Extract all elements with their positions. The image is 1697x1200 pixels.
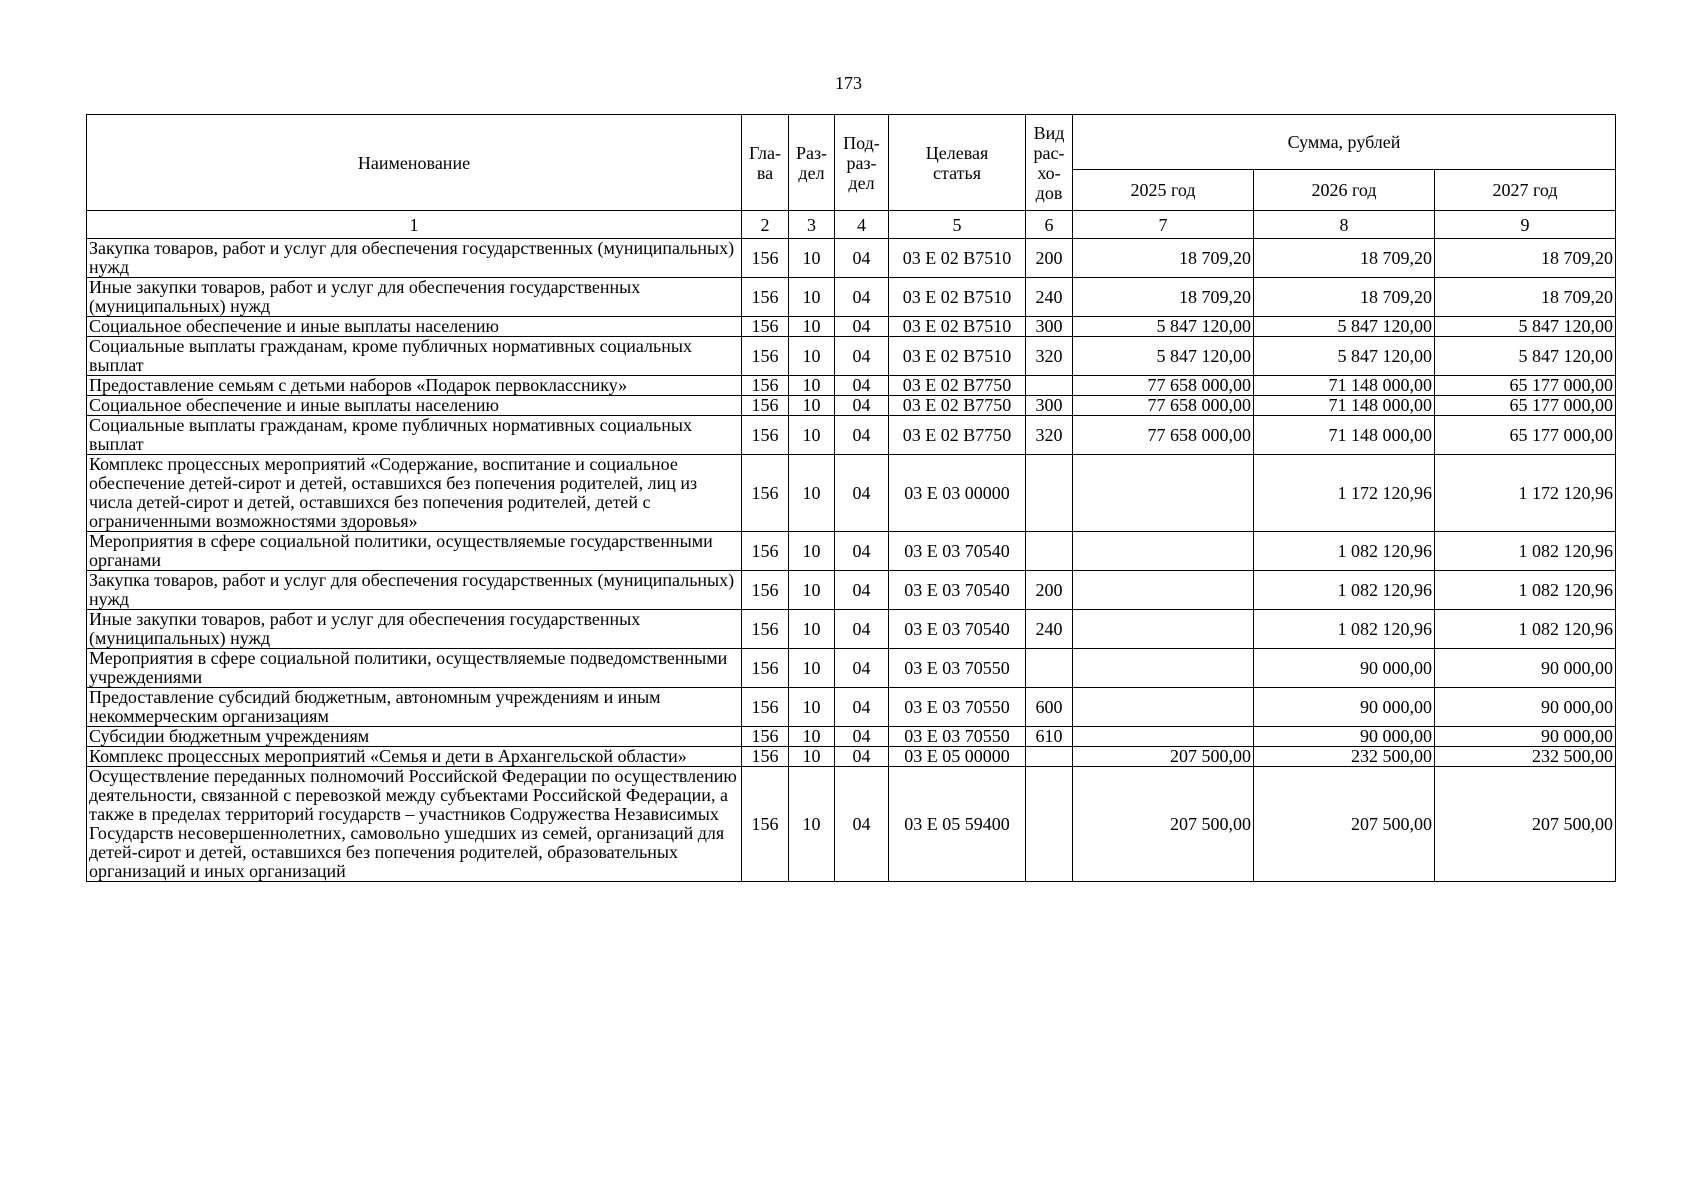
- col-number: 6: [1026, 211, 1073, 239]
- row-glava: 156: [742, 649, 789, 688]
- row-glava: 156: [742, 767, 789, 882]
- row-name: Закупка товаров, работ и услуг для обеспечения государственных (муниципальных) нужд: [87, 571, 742, 610]
- row-amount-2025: [1073, 727, 1254, 747]
- row-glava: 156: [742, 747, 789, 767]
- row-vid: 240: [1026, 278, 1073, 317]
- row-glava: 156: [742, 688, 789, 727]
- col-number: 3: [789, 211, 835, 239]
- row-target: 03 Е 02 В7750: [889, 396, 1026, 416]
- header-podrazdel: Под- раз- дел: [835, 115, 889, 211]
- row-target: 03 Е 03 70540: [889, 571, 1026, 610]
- row-amount-2025: [1073, 610, 1254, 649]
- table-row: [87, 278, 1616, 317]
- col-number: 5: [889, 211, 1026, 239]
- row-amount-2026: 18 709,20: [1254, 239, 1435, 278]
- row-vid: [1026, 532, 1073, 571]
- row-amount-2026: 1 082 120,96: [1254, 610, 1435, 649]
- row-glava: 156: [742, 396, 789, 416]
- row-name: Комплекс процессных мероприятий «Содержание, воспитание и социальное обеспечение детей-сирот и детей, оставшихся без попечения родителей, лиц из числа детей-сирот и детей, оставшихся без попечения родителей, детей с ограниченными возможностями здоровья»: [87, 455, 742, 532]
- table-row: [87, 416, 1616, 455]
- row-amount-2026: 5 847 120,00: [1254, 317, 1435, 337]
- col-number: 4: [835, 211, 889, 239]
- row-vid: [1026, 767, 1073, 882]
- table-row: [87, 610, 1616, 649]
- row-podrazdel: 04: [835, 649, 889, 688]
- row-glava: 156: [742, 610, 789, 649]
- row-amount-2027: 90 000,00: [1435, 649, 1616, 688]
- row-vid: 600: [1026, 688, 1073, 727]
- col-number: 9: [1435, 211, 1616, 239]
- col-number: 1: [87, 211, 742, 239]
- row-amount-2027: 1 082 120,96: [1435, 532, 1616, 571]
- row-podrazdel: 04: [835, 396, 889, 416]
- table-row: [87, 337, 1616, 376]
- row-glava: 156: [742, 239, 789, 278]
- row-glava: 156: [742, 376, 789, 396]
- row-name: Осуществление переданных полномочий Российской Федерации по осуществлению деятельности, связанной с перевозкой между субъектами Российской Федерации, а также в пределах территорий государств – участников Содружества Независимых Государств несовершеннолетних, самовольно ушедших из семей, организаций для детей-сирот и детей, оставшихся без попечения родителей, образовательных организаций и иных организаций: [87, 767, 742, 882]
- row-glava: 156: [742, 278, 789, 317]
- row-amount-2025: [1073, 688, 1254, 727]
- row-razdel: 10: [789, 532, 835, 571]
- row-razdel: 10: [789, 337, 835, 376]
- row-podrazdel: 04: [835, 455, 889, 532]
- row-target: 03 Е 02 В7510: [889, 278, 1026, 317]
- row-razdel: 10: [789, 376, 835, 396]
- row-amount-2026: 90 000,00: [1254, 649, 1435, 688]
- row-glava: 156: [742, 727, 789, 747]
- row-podrazdel: 04: [835, 688, 889, 727]
- row-vid: 300: [1026, 317, 1073, 337]
- row-target: 03 Е 05 00000: [889, 747, 1026, 767]
- row-podrazdel: 04: [835, 239, 889, 278]
- row-amount-2027: 18 709,20: [1435, 239, 1616, 278]
- row-razdel: 10: [789, 317, 835, 337]
- row-name: Закупка товаров, работ и услуг для обеспечения государственных (муниципальных) нужд: [87, 239, 742, 278]
- row-amount-2026: 71 148 000,00: [1254, 376, 1435, 396]
- row-amount-2027: 90 000,00: [1435, 727, 1616, 747]
- row-vid: 610: [1026, 727, 1073, 747]
- row-name: Социальные выплаты гражданам, кроме публичных нормативных социальных выплат: [87, 337, 742, 376]
- row-podrazdel: 04: [835, 337, 889, 376]
- header-year-2026: 2026 год: [1254, 170, 1435, 211]
- row-amount-2026: 1 082 120,96: [1254, 571, 1435, 610]
- row-target: 03 Е 05 59400: [889, 767, 1026, 882]
- header-year-2027: 2027 год: [1435, 170, 1616, 211]
- row-amount-2026: 71 148 000,00: [1254, 416, 1435, 455]
- row-target: 03 Е 02 В7750: [889, 416, 1026, 455]
- row-razdel: 10: [789, 239, 835, 278]
- row-vid: [1026, 649, 1073, 688]
- row-name: Предоставление семьям с детьми наборов «Подарок первокласснику»: [87, 376, 742, 396]
- row-razdel: 10: [789, 747, 835, 767]
- row-amount-2027: 5 847 120,00: [1435, 317, 1616, 337]
- row-target: 03 Е 02 В7510: [889, 317, 1026, 337]
- row-amount-2027: 5 847 120,00: [1435, 337, 1616, 376]
- table-row: [87, 727, 1616, 747]
- row-razdel: 10: [789, 649, 835, 688]
- row-vid: [1026, 376, 1073, 396]
- row-amount-2025: 77 658 000,00: [1073, 376, 1254, 396]
- row-amount-2026: 207 500,00: [1254, 767, 1435, 882]
- row-glava: 156: [742, 337, 789, 376]
- row-amount-2027: 207 500,00: [1435, 767, 1616, 882]
- col-number: 2: [742, 211, 789, 239]
- row-razdel: 10: [789, 571, 835, 610]
- table-body: [87, 239, 1616, 882]
- row-podrazdel: 04: [835, 767, 889, 882]
- row-razdel: 10: [789, 416, 835, 455]
- row-podrazdel: 04: [835, 416, 889, 455]
- row-vid: [1026, 747, 1073, 767]
- row-amount-2026: 1 082 120,96: [1254, 532, 1435, 571]
- row-razdel: 10: [789, 455, 835, 532]
- row-vid: 320: [1026, 416, 1073, 455]
- row-amount-2027: 1 172 120,96: [1435, 455, 1616, 532]
- row-name: Иные закупки товаров, работ и услуг для обеспечения государственных (муниципальных) нужд: [87, 278, 742, 317]
- col-number: 7: [1073, 211, 1254, 239]
- row-amount-2025: [1073, 532, 1254, 571]
- row-razdel: 10: [789, 278, 835, 317]
- row-podrazdel: 04: [835, 376, 889, 396]
- row-vid: 300: [1026, 396, 1073, 416]
- row-vid: [1026, 455, 1073, 532]
- row-name: Социальное обеспечение и иные выплаты населению: [87, 317, 742, 337]
- header-name: Наименование: [87, 115, 742, 211]
- table-row: [87, 532, 1616, 571]
- row-podrazdel: 04: [835, 727, 889, 747]
- row-amount-2027: 90 000,00: [1435, 688, 1616, 727]
- row-amount-2027: 65 177 000,00: [1435, 416, 1616, 455]
- row-amount-2025: 18 709,20: [1073, 239, 1254, 278]
- table-row: [87, 455, 1616, 532]
- header-year-2025: 2025 год: [1073, 170, 1254, 211]
- row-amount-2025: [1073, 649, 1254, 688]
- table-row: [87, 239, 1616, 278]
- row-amount-2026: 18 709,20: [1254, 278, 1435, 317]
- header-target: Целевая статья: [889, 115, 1026, 211]
- table-row: [87, 317, 1616, 337]
- row-vid: 200: [1026, 571, 1073, 610]
- row-razdel: 10: [789, 727, 835, 747]
- row-name: Комплекс процессных мероприятий «Семья и дети в Архангельской области»: [87, 747, 742, 767]
- row-amount-2025: 77 658 000,00: [1073, 416, 1254, 455]
- page-number: 173: [835, 73, 862, 93]
- row-target: 03 Е 03 00000: [889, 455, 1026, 532]
- row-target: 03 Е 02 В7510: [889, 239, 1026, 278]
- row-amount-2025: 207 500,00: [1073, 747, 1254, 767]
- row-name: Социальное обеспечение и иные выплаты населению: [87, 396, 742, 416]
- row-target: 03 Е 03 70540: [889, 532, 1026, 571]
- row-target: 03 Е 03 70550: [889, 727, 1026, 747]
- row-vid: 200: [1026, 239, 1073, 278]
- row-name: Мероприятия в сфере социальной политики, осуществляемые государственными органами: [87, 532, 742, 571]
- header-razdel: Раз- дел: [789, 115, 835, 211]
- row-amount-2027: 65 177 000,00: [1435, 376, 1616, 396]
- row-amount-2025: [1073, 455, 1254, 532]
- table-row: [87, 396, 1616, 416]
- row-amount-2026: 90 000,00: [1254, 688, 1435, 727]
- row-target: 03 Е 02 В7750: [889, 376, 1026, 396]
- row-amount-2026: 5 847 120,00: [1254, 337, 1435, 376]
- row-podrazdel: 04: [835, 317, 889, 337]
- row-razdel: 10: [789, 688, 835, 727]
- row-target: 03 Е 02 В7510: [889, 337, 1026, 376]
- row-razdel: 10: [789, 396, 835, 416]
- row-podrazdel: 04: [835, 747, 889, 767]
- header-vid: Вид рас- хо- дов: [1026, 115, 1073, 211]
- row-vid: 240: [1026, 610, 1073, 649]
- table-row: [87, 747, 1616, 767]
- row-amount-2027: 1 082 120,96: [1435, 571, 1616, 610]
- budget-table: [86, 114, 1616, 882]
- row-glava: 156: [742, 571, 789, 610]
- row-glava: 156: [742, 317, 789, 337]
- row-name: Субсидии бюджетным учреждениям: [87, 727, 742, 747]
- row-podrazdel: 04: [835, 532, 889, 571]
- header-sum: Сумма, рублей: [1073, 115, 1616, 170]
- row-razdel: 10: [789, 610, 835, 649]
- row-amount-2026: 232 500,00: [1254, 747, 1435, 767]
- row-glava: 156: [742, 416, 789, 455]
- row-target: 03 Е 03 70550: [889, 688, 1026, 727]
- row-podrazdel: 04: [835, 610, 889, 649]
- row-amount-2026: 90 000,00: [1254, 727, 1435, 747]
- col-number: 8: [1254, 211, 1435, 239]
- row-name: Предоставление субсидий бюджетным, автономным учреждениям и иным некоммерческим организациям: [87, 688, 742, 727]
- row-amount-2025: 77 658 000,00: [1073, 396, 1254, 416]
- row-vid: 320: [1026, 337, 1073, 376]
- row-glava: 156: [742, 532, 789, 571]
- row-amount-2027: 232 500,00: [1435, 747, 1616, 767]
- row-amount-2025: 5 847 120,00: [1073, 337, 1254, 376]
- row-amount-2027: 65 177 000,00: [1435, 396, 1616, 416]
- table-row: [87, 649, 1616, 688]
- row-amount-2025: 18 709,20: [1073, 278, 1254, 317]
- row-amount-2025: [1073, 571, 1254, 610]
- row-amount-2026: 1 172 120,96: [1254, 455, 1435, 532]
- header-glava: Гла- ва: [742, 115, 789, 211]
- row-name: Иные закупки товаров, работ и услуг для обеспечения государственных (муниципальных) нужд: [87, 610, 742, 649]
- row-amount-2027: 1 082 120,96: [1435, 610, 1616, 649]
- row-amount-2025: 5 847 120,00: [1073, 317, 1254, 337]
- table-row: [87, 767, 1616, 882]
- row-razdel: 10: [789, 767, 835, 882]
- row-amount-2026: 71 148 000,00: [1254, 396, 1435, 416]
- table-header: [87, 115, 1616, 239]
- row-amount-2025: 207 500,00: [1073, 767, 1254, 882]
- table-row: [87, 688, 1616, 727]
- table-row: [87, 376, 1616, 396]
- row-podrazdel: 04: [835, 571, 889, 610]
- row-target: 03 Е 03 70550: [889, 649, 1026, 688]
- row-amount-2027: 18 709,20: [1435, 278, 1616, 317]
- row-name: Социальные выплаты гражданам, кроме публичных нормативных социальных выплат: [87, 416, 742, 455]
- row-target: 03 Е 03 70540: [889, 610, 1026, 649]
- row-name: Мероприятия в сфере социальной политики, осуществляемые подведомственными учреждениями: [87, 649, 742, 688]
- row-glava: 156: [742, 455, 789, 532]
- row-podrazdel: 04: [835, 278, 889, 317]
- table-row: [87, 571, 1616, 610]
